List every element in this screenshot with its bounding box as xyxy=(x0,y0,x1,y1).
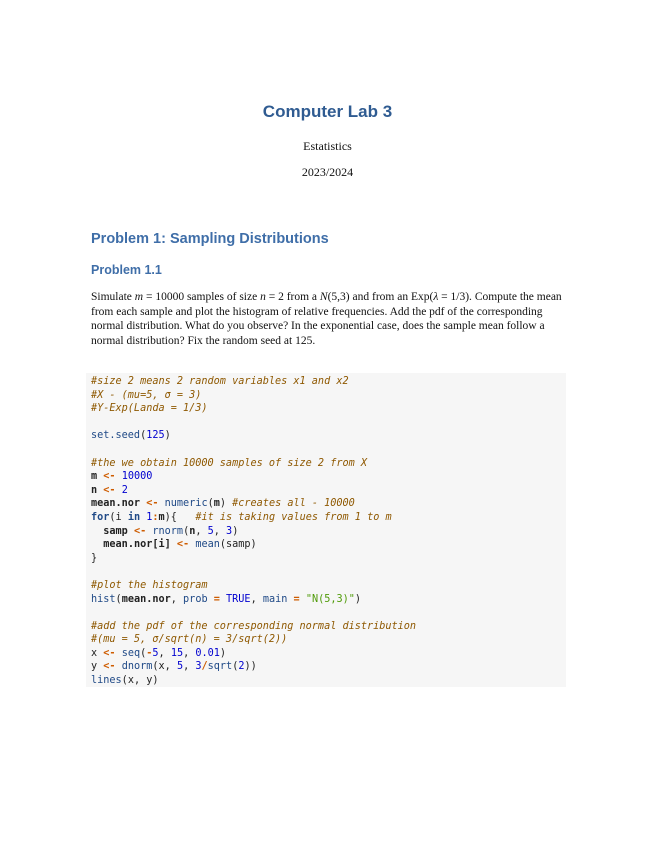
code-block xyxy=(86,373,566,687)
document-title: Computer Lab 3 xyxy=(262,102,393,121)
academic-year: 2023/2024 xyxy=(301,165,354,179)
section-heading: Problem 1: Sampling Distributions xyxy=(91,231,329,247)
code-text: #size 2 means 2 random variables x1 and x2 #X - (mu=5, σ = 3) #Y-Exp(Landa = 1/3) set.seed(125) #the we obtain 10000 samples of size 2 from X m <- 10000 n <- 2 mean.nor <- numeric(m) #creates all - 10000 for(i in 1:m){ #it is taking values from 1 to m samp <- rnorm(n, 5, 3) mean.nor[i] <- mean(samp) } #plot the histogram hist(mean.nor, prob = TRUE, main = "N(5,3)") #add the pdf of the corresponding normal distribution #(mu = 5, σ/sqrt(n) = 3/sqrt(2)) x <- seq(-5, 15, 0.01) y <- dnorm(x, 5, 3/sqrt(2)) lines(x, y) xyxy=(91,376,417,687)
course-name: Estatistics xyxy=(303,139,352,153)
problem-statement: Simulate m = 10000 samples of size n = 2 from a N(5,3) and from an Exp(λ = 1/3). Compute the mean from each sample and plot the histogram of relative frequencies. Add the pdf of the corresponding normal distribution. What do you observe? In the exponential case, does the sample mean follow a normal distribution? Fix the random seed at 125. xyxy=(91,291,562,348)
subsection-heading: Problem 1.1 xyxy=(91,263,162,277)
